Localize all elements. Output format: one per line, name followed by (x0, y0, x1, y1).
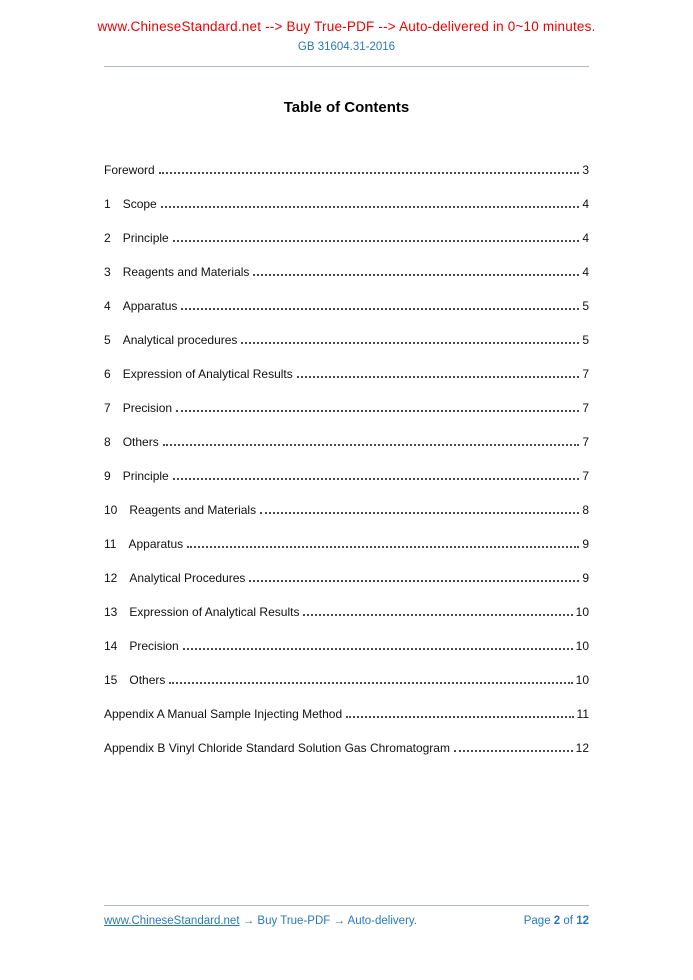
toc-entry-page-number: 4 (582, 231, 589, 245)
toc-entry-title: Appendix B Vinyl Chloride Standard Solution Gas Chromatogram (104, 741, 450, 755)
page-indicator-separator: of (563, 915, 573, 927)
toc-entry-page-number: 5 (582, 333, 589, 347)
toc-entry (104, 526, 589, 560)
toc-entry-number: 5 (104, 333, 111, 347)
dot-leader (176, 410, 579, 412)
toc-entry (104, 322, 589, 356)
dot-leader (241, 342, 579, 344)
toc-entry (104, 152, 589, 186)
dot-leader (163, 444, 580, 446)
dot-leader (253, 274, 579, 276)
toc-entry (104, 458, 589, 492)
footer-tagline-text: → Buy True-PDF → Auto-delivery. (239, 915, 417, 927)
toc-entry-page-number: 7 (582, 367, 589, 381)
toc-entry-page-number: 4 (582, 197, 589, 211)
toc-entry-page-number: 11 (576, 707, 589, 721)
toc-entry (104, 186, 589, 220)
page-indicator-current: 2 (553, 915, 561, 927)
toc-entry (104, 730, 589, 764)
dot-leader (169, 682, 572, 684)
dot-leader (346, 716, 573, 718)
toc-entry (104, 492, 589, 526)
standard-code: GB 31604.31-2016 (297, 41, 396, 53)
dot-leader (249, 580, 579, 582)
toc-entry-title: Apparatus (128, 537, 184, 551)
toc-entry (104, 594, 589, 628)
page-indicator-total: 12 (576, 915, 589, 927)
dot-leader (297, 376, 580, 378)
dot-leader (303, 614, 572, 616)
toc-entry-title: Appendix A Manual Sample Injecting Method (104, 707, 343, 721)
toc-entry-page-number: 8 (582, 503, 589, 517)
table-of-contents (104, 152, 589, 764)
toc-entry-page-number: 9 (582, 537, 589, 551)
dot-leader (173, 240, 580, 242)
dot-leader (260, 512, 579, 514)
toc-entry-title: Reagents and Materials (129, 503, 257, 517)
toc-entry-number: 12 (104, 571, 118, 585)
toc-entry-title: Expression of Analytical Results (122, 367, 293, 381)
dot-leader (181, 308, 579, 310)
toc-entry-title: Foreword (104, 163, 155, 177)
page-footer (104, 905, 589, 927)
toc-entry-title: Expression of Analytical Results (129, 605, 300, 619)
toc-entry-number: 13 (104, 605, 118, 619)
dot-leader (161, 206, 580, 208)
toc-entry (104, 288, 589, 322)
toc-entry (104, 220, 589, 254)
toc-entry-number: 3 (104, 265, 111, 279)
footer-tagline (104, 915, 417, 927)
page-header (0, 0, 693, 67)
toc-entry-title: Principle (122, 231, 169, 245)
toc-entry-page-number: 4 (582, 265, 589, 279)
toc-entry-number: 10 (104, 503, 118, 517)
toc-entry (104, 254, 589, 288)
toc-entry (104, 628, 589, 662)
toc-entry-page-number: 7 (582, 401, 589, 415)
page-title: Table of Contents (283, 99, 410, 116)
dot-leader (159, 172, 580, 174)
toc-entry (104, 424, 589, 458)
footer-divider (104, 905, 589, 906)
toc-entry-page-number: 10 (575, 673, 589, 687)
toc-entry-page-number: 5 (582, 299, 589, 313)
toc-entry-title: Analytical Procedures (129, 571, 246, 585)
toc-entry-page-number: 10 (575, 639, 589, 653)
toc-entry-title: Others (129, 673, 166, 687)
toc-entry-number: 11 (104, 537, 117, 551)
dot-leader (187, 546, 579, 548)
toc-entry (104, 662, 589, 696)
toc-entry-number: 1 (104, 197, 111, 211)
toc-entry (104, 390, 589, 424)
promo-banner: www.ChineseStandard.net --> Buy True-PDF --> Auto-delivered in 0~10 minutes. (97, 19, 596, 34)
dot-leader (454, 750, 573, 752)
toc-entry-page-number: 12 (575, 741, 589, 755)
toc-entry-page-number: 3 (582, 163, 589, 177)
toc-entry-title: Analytical procedures (122, 333, 238, 347)
toc-entry-number: 4 (104, 299, 111, 313)
toc-entry-number: 14 (104, 639, 118, 653)
toc-entry-title: Reagents and Materials (122, 265, 250, 279)
toc-entry-number: 15 (104, 673, 118, 687)
toc-entry-page-number: 10 (575, 605, 589, 619)
dot-leader (183, 648, 573, 650)
toc-entry-title: Precision (129, 639, 179, 653)
toc-entry-title: Apparatus (122, 299, 178, 313)
toc-entry-title: Principle (122, 469, 169, 483)
toc-entry-number: 9 (104, 469, 111, 483)
header-divider (104, 66, 589, 67)
toc-entry (104, 696, 589, 730)
toc-entry-number: 2 (104, 231, 111, 245)
page-indicator (524, 915, 589, 927)
dot-leader (173, 478, 580, 480)
toc-entry-number: 6 (104, 367, 111, 381)
toc-entry-page-number: 9 (582, 571, 589, 585)
toc-entry-number: 8 (104, 435, 111, 449)
page-indicator-label: Page (523, 915, 551, 927)
toc-entry-title: Precision (122, 401, 173, 415)
toc-entry-page-number: 7 (582, 469, 589, 483)
toc-entry-title: Scope (122, 197, 157, 211)
toc-entry (104, 560, 589, 594)
footer-site-link[interactable]: www.ChineseStandard.net (104, 915, 240, 927)
toc-entry-number: 7 (104, 401, 111, 415)
toc-entry-title: Others (122, 435, 159, 449)
toc-entry (104, 356, 589, 390)
toc-entry-page-number: 7 (582, 435, 589, 449)
